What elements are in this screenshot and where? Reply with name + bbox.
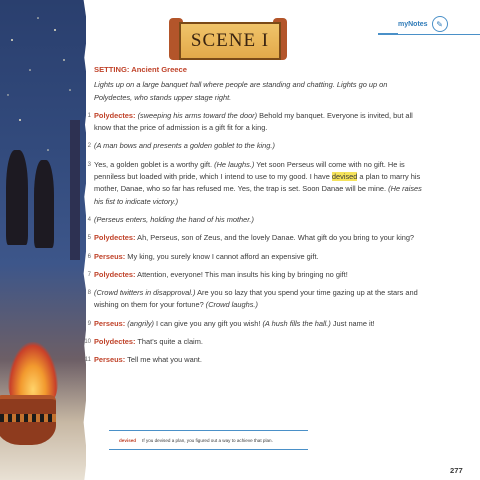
- stage-direction: (sweeping his arms toward the door): [137, 110, 258, 120]
- script-line: [87, 140, 424, 152]
- line-number: 4: [87, 216, 91, 223]
- stage-direction: (Crowd laughs.): [205, 300, 258, 310]
- script-line: [87, 269, 424, 281]
- speaker: Perseus:: [94, 251, 126, 261]
- script-line: [87, 251, 424, 263]
- line-number: 5: [87, 235, 91, 242]
- script-line: [84, 354, 424, 366]
- dialogue: That's quite a claim.: [135, 337, 203, 347]
- dialogue: Yes, a golden goblet is a worthy gift.: [94, 159, 215, 169]
- stage-direction: (He raises his fist to indicate victory.): [94, 184, 422, 206]
- scene-illustration: [0, 0, 86, 480]
- dialogue: Tell me what you want.: [125, 355, 202, 365]
- my-notes[interactable]: [378, 14, 480, 35]
- stage-direction: (He laughs.): [214, 159, 255, 169]
- pillar: [70, 120, 80, 260]
- speaker: Polydectes:: [94, 233, 136, 243]
- dialogue: My king, you surely know I cannot afford an expensive gift.: [125, 251, 319, 261]
- dialogue: Behold my banquet. Everyone is invited, but all know that the price of admission is a gift fit for a king.: [94, 110, 413, 133]
- scene-board: [179, 22, 281, 60]
- notes-rule: [378, 33, 398, 34]
- script-line: [87, 232, 424, 244]
- script-line: [87, 214, 424, 226]
- line-number: 1: [87, 112, 91, 119]
- line-number: 6: [87, 253, 91, 260]
- stage-direction: (angrily): [127, 318, 154, 328]
- dialogue: Are you so lazy that you spend your time gazing up at the stars and wishing on them for your fortune?: [94, 288, 418, 310]
- dialogue: Just name it!: [330, 318, 375, 328]
- standing-figure: [6, 150, 28, 245]
- speaker: Polydectes:: [94, 269, 136, 279]
- vocabulary-footnote: [109, 430, 308, 450]
- scene-banner: [169, 18, 287, 60]
- stage-direction: (Perseus enters, holding the hand of his mother.): [94, 214, 254, 224]
- speaker: Perseus:: [94, 318, 126, 328]
- footnote-definition: If you devised a plan, you figured out a way to achieve that plan.: [142, 437, 273, 443]
- dialogue: a plan to marry his mother, Danae, who so far has refused me. Yes, the trap is set. Soon Danae will be mine.: [94, 172, 421, 194]
- script-line: [84, 336, 424, 348]
- stage-direction: (A man bows and presents a golden goblet to the king.): [94, 141, 275, 151]
- dialogue: Yet soon Perseus will come with no gift. He is penniless but loaded with pride, which I intend to use to my good. I have: [94, 159, 405, 182]
- script-content: [84, 64, 424, 373]
- dialogue: I can give you any gift you wish!: [154, 318, 263, 328]
- stage-direction: (Crowd twitters in disapproval.): [94, 288, 196, 298]
- my-notes-label: myNotes: [398, 20, 428, 28]
- line-number: 2: [87, 143, 91, 150]
- scene-title: SCENE I: [190, 30, 270, 51]
- dialogue: Ah, Perseus, son of Zeus, and the lovely Danae. What gift do you bring to your king?: [135, 233, 415, 243]
- script-line: [87, 318, 424, 330]
- standing-figure: [34, 160, 54, 248]
- line-number: 7: [87, 271, 91, 278]
- setting-heading: SETTING: Ancient Greece: [94, 65, 187, 74]
- stage-direction: (A hush fills the hall.): [262, 318, 331, 328]
- script-line: [87, 159, 424, 208]
- script-line: [87, 287, 424, 312]
- line-number: 10: [84, 339, 91, 346]
- greek-key-pattern: [0, 414, 56, 422]
- page-number: 277: [450, 466, 463, 475]
- speaker: Perseus:: [94, 355, 126, 365]
- speaker: Polydectes:: [94, 110, 136, 120]
- line-number: 11: [84, 357, 91, 364]
- setting-text: Lights up on a large banquet hall where people are standing and chatting. Lights go up on Polydectes, who stands upper stage right.: [94, 80, 388, 102]
- dialogue: Attention, everyone! This man insults his king by bringing no gift!: [135, 269, 348, 279]
- line-number: 9: [87, 320, 91, 327]
- footnote-term: devised: [119, 437, 137, 443]
- script-line: [87, 110, 424, 135]
- line-number: 8: [87, 290, 91, 297]
- line-number: 3: [87, 161, 91, 168]
- vocab-highlight[interactable]: devised: [331, 172, 358, 182]
- speaker: Polydectes:: [94, 337, 136, 347]
- pencil-icon[interactable]: ✎: [432, 16, 448, 32]
